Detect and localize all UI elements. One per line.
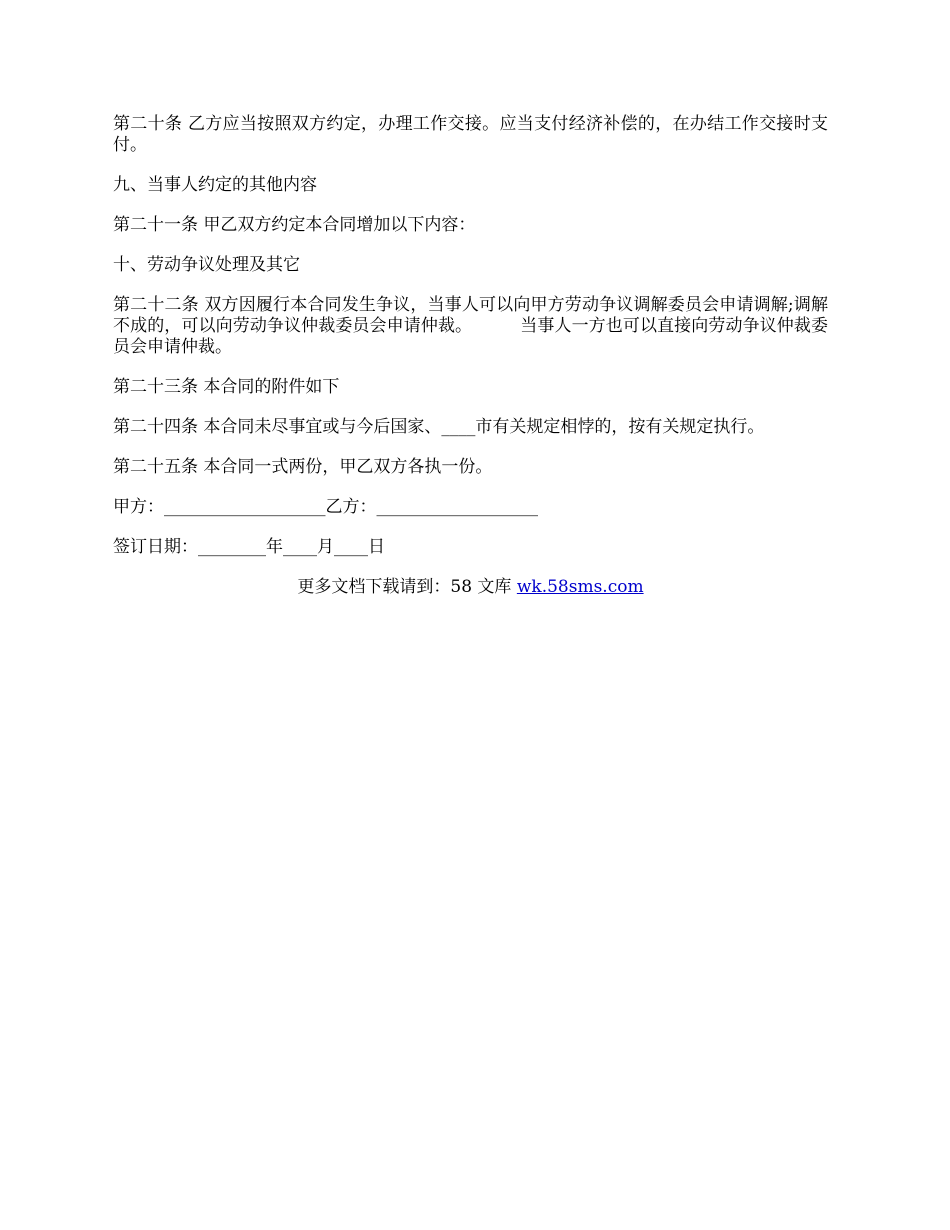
article-24: 第二十四条 本合同未尽事宜或与今后国家、____市有关规定相悖的，按有关规定执行。 xyxy=(113,417,765,437)
download-footer xyxy=(113,577,828,598)
article-23: 第二十三条 本合同的附件如下 xyxy=(113,377,340,397)
article-21: 第二十一条 甲乙双方约定本合同增加以下内容： xyxy=(113,215,476,235)
footer-text: 更多文档下载请到：58 文库 xyxy=(297,577,517,597)
article-25: 第二十五条 本合同一式两份，甲乙双方各执一份。 xyxy=(113,457,493,477)
section-10-heading: 十、劳动争议处理及其它 xyxy=(113,255,300,275)
date-line: 签订日期：________年____月____日 xyxy=(113,537,385,557)
article-22-part1: 第二十二条 双方因履行本合同发生争议，当事人可以向甲方劳动争议调解委员会申请调解;调解不成的，可以向劳动争议仲裁委员会申请仲裁。 xyxy=(113,295,828,336)
document-body xyxy=(113,114,828,598)
article-22-part2: 当事人一方也可以直接向劳动争议仲裁委员会申请仲裁。 xyxy=(113,316,829,357)
article-20: 第二十条 乙方应当按照双方约定，办理工作交接。应当支付经济补偿的，在办结工作交接时支付。 xyxy=(113,114,828,155)
article-22 xyxy=(113,295,828,358)
footer-link[interactable]: wk.58sms.com xyxy=(516,577,644,597)
section-9-heading: 九、当事人约定的其他内容 xyxy=(113,175,317,195)
signature-line: 甲方：___________________乙方：___________________ xyxy=(113,497,538,517)
